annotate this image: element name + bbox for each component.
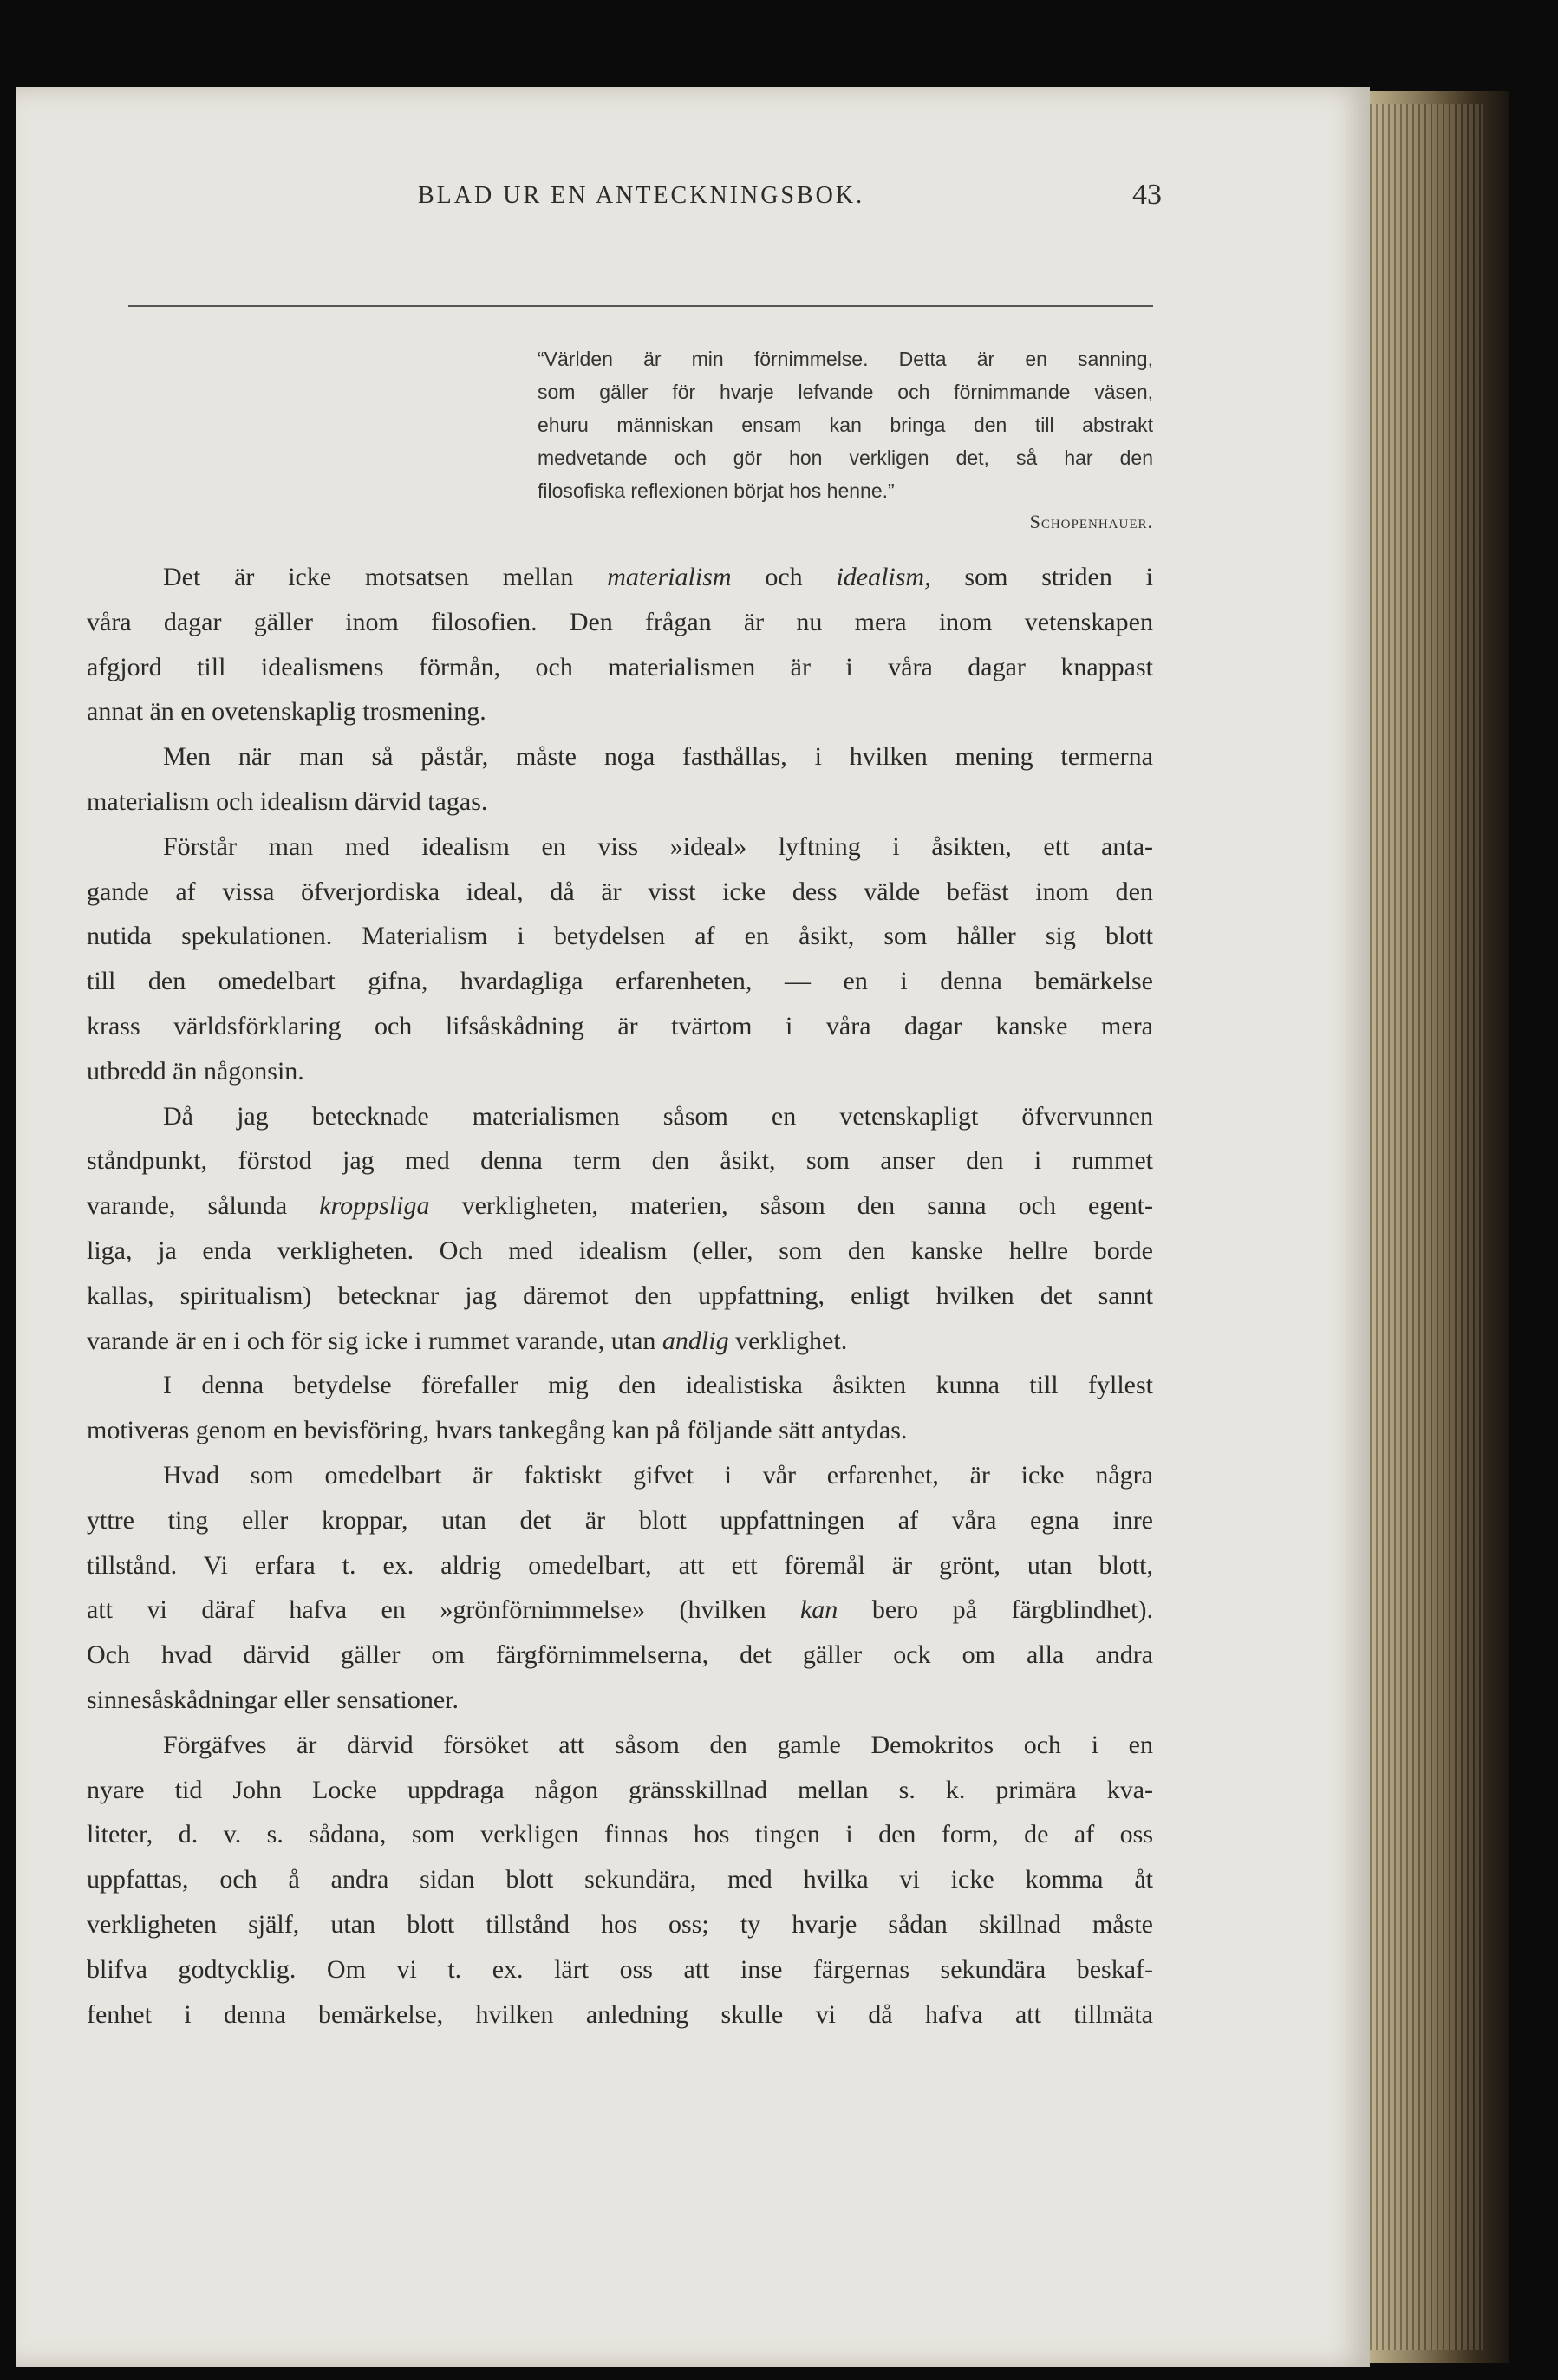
text-line: materialism och idealism därvid tagas. xyxy=(87,786,488,816)
text-line: annat än en ovetenskaplig trosmening. xyxy=(87,697,486,727)
book-page-edge-lines xyxy=(1370,104,1483,2350)
text-line: afgjord till idealismens förmån, och materialismen är i våra dagar knappast xyxy=(87,652,1153,681)
text-line: I denna betydelse förefaller mig den idealistiska åsikten kunna till fyllest xyxy=(163,1371,1153,1400)
text-line: Då jag betecknade materialismen såsom en vetenskapligt öfvervunnen xyxy=(163,1101,1153,1131)
text-line: kallas, spiritualism) betecknar jag däremot den uppfattning, enligt hvilken det sannt xyxy=(87,1281,1153,1310)
page-header xyxy=(364,175,1162,218)
emphasis-word: materialism xyxy=(607,563,732,591)
text-line: fenhet i denna bemärkelse, hvilken anledning skulle vi då hafva att tillmäta xyxy=(87,1999,1153,2029)
text-line: Hvad som omedelbart är faktiskt gifvet i vår erfarenhet, är icke några xyxy=(163,1460,1153,1490)
emphasis-word: kan xyxy=(799,1595,838,1625)
emphasis-word: kroppsliga xyxy=(319,1191,430,1221)
text-line: Men när man så påstår, måste noga fasthållas, i hvilken mening termerna xyxy=(163,742,1153,772)
page-number: 43 xyxy=(1132,179,1162,211)
text-line: liteter, d. v. s. sådana, som verkligen finnas hos tingen i den form, de af oss xyxy=(87,1820,1153,1849)
text-line: gande af vissa öfverjordiska ideal, då är visst icke dess välde befäst inom den xyxy=(87,877,1153,906)
text-line: Förgäfves är därvid försöket att såsom den gamle Demokritos och i en xyxy=(163,1730,1153,1759)
body-text xyxy=(87,555,1153,2037)
running-title: BLAD UR EN ANTECKNINGSBOK. xyxy=(418,182,865,209)
text-line: varande, sålunda kroppsliga verkligheten, materien, såsom den sanna och egent- xyxy=(87,1191,1153,1221)
text-line: liga, ja enda verkligheten. Och med idealism (eller, som den kanske hellre borde xyxy=(87,1236,1153,1265)
text-line: uppfattas, och å andra sidan blott sekundära, med hvilka vi icke komma åt xyxy=(87,1865,1153,1894)
epigraph-line: medvetande och gör hon verkligen det, så har den xyxy=(538,447,1153,469)
epigraph-line: som gäller för hvarje lefvande och förnimmande väsen, xyxy=(538,381,1153,403)
text-line: verkligheten själf, utan blott tillstånd hos oss; ty hvarje sådan skillnad måste xyxy=(87,1909,1153,1939)
text-line: tillstånd. Vi erfara t. ex. aldrig omedelbart, att ett föremål är grönt, utan blott, xyxy=(87,1550,1153,1580)
emphasis-word: andlig xyxy=(662,1326,729,1355)
text-line: ståndpunkt, förstod jag med denna term den åsikt, som anser den i rummet xyxy=(87,1146,1153,1176)
epigraph-attribution: Schopenhauer. xyxy=(1029,511,1153,532)
text-line: krass världsförklaring och lifsåskådning är tvärtom i våra dagar kanske mera xyxy=(87,1011,1153,1040)
text-line: Det är icke motsatsen mellan materialism och idealism, som striden i xyxy=(163,563,1153,591)
epigraph-line: “Världen är min förnimmelse. Detta är en sanning, xyxy=(538,348,1153,370)
header-rule xyxy=(128,305,1153,307)
emphasis-word: idealism, xyxy=(836,563,931,591)
text-line: sinnesåskådningar eller sensationer. xyxy=(87,1685,460,1714)
text-line: våra dagar gäller inom filosofien. Den frågan är nu mera inom vetenskapen xyxy=(87,607,1153,636)
text-line: till den omedelbart gifna, hvardagliga erfarenheten, — en i denna bemärkelse xyxy=(87,967,1153,996)
epigraph-line: filosofiska reflexionen börjat hos henne.” xyxy=(538,479,895,502)
epigraph xyxy=(538,342,1153,507)
text-line: nyare tid John Locke uppdraga någon gränsskillnad mellan s. k. primära kva- xyxy=(87,1775,1153,1804)
text-line: att vi däraf hafva en »grönförnimmelse» (hvilken kan bero på färgblindhet). xyxy=(87,1595,1154,1625)
text-line: varande är en i och för sig icke i rummet varande, utan andlig verklighet. xyxy=(87,1326,848,1355)
text-line: motiveras genom en bevisföring, hvars tankegång kan på följande sätt antydas. xyxy=(87,1416,908,1445)
text-line: nutida spekulationen. Materialism i betydelsen af en åsikt, som håller sig blott xyxy=(87,922,1153,951)
epigraph-line: ehuru människan ensam kan bringa den till abstrakt xyxy=(538,414,1153,436)
text-line: yttre ting eller kroppar, utan det är blott uppfattningen af våra egna inre xyxy=(87,1505,1153,1535)
text-line: blifva godtycklig. Om vi t. ex. lärt oss att inse färgernas sekundära beskaf- xyxy=(87,1954,1153,1984)
text-line: Och hvad därvid gäller om färgförnimmelserna, det gäller ock om alla andra xyxy=(87,1640,1153,1670)
text-line: Förstår man med idealism en viss »ideal» lyftning i åsikten, ett anta- xyxy=(163,831,1153,861)
text-line: utbredd än någonsin. xyxy=(87,1056,304,1086)
